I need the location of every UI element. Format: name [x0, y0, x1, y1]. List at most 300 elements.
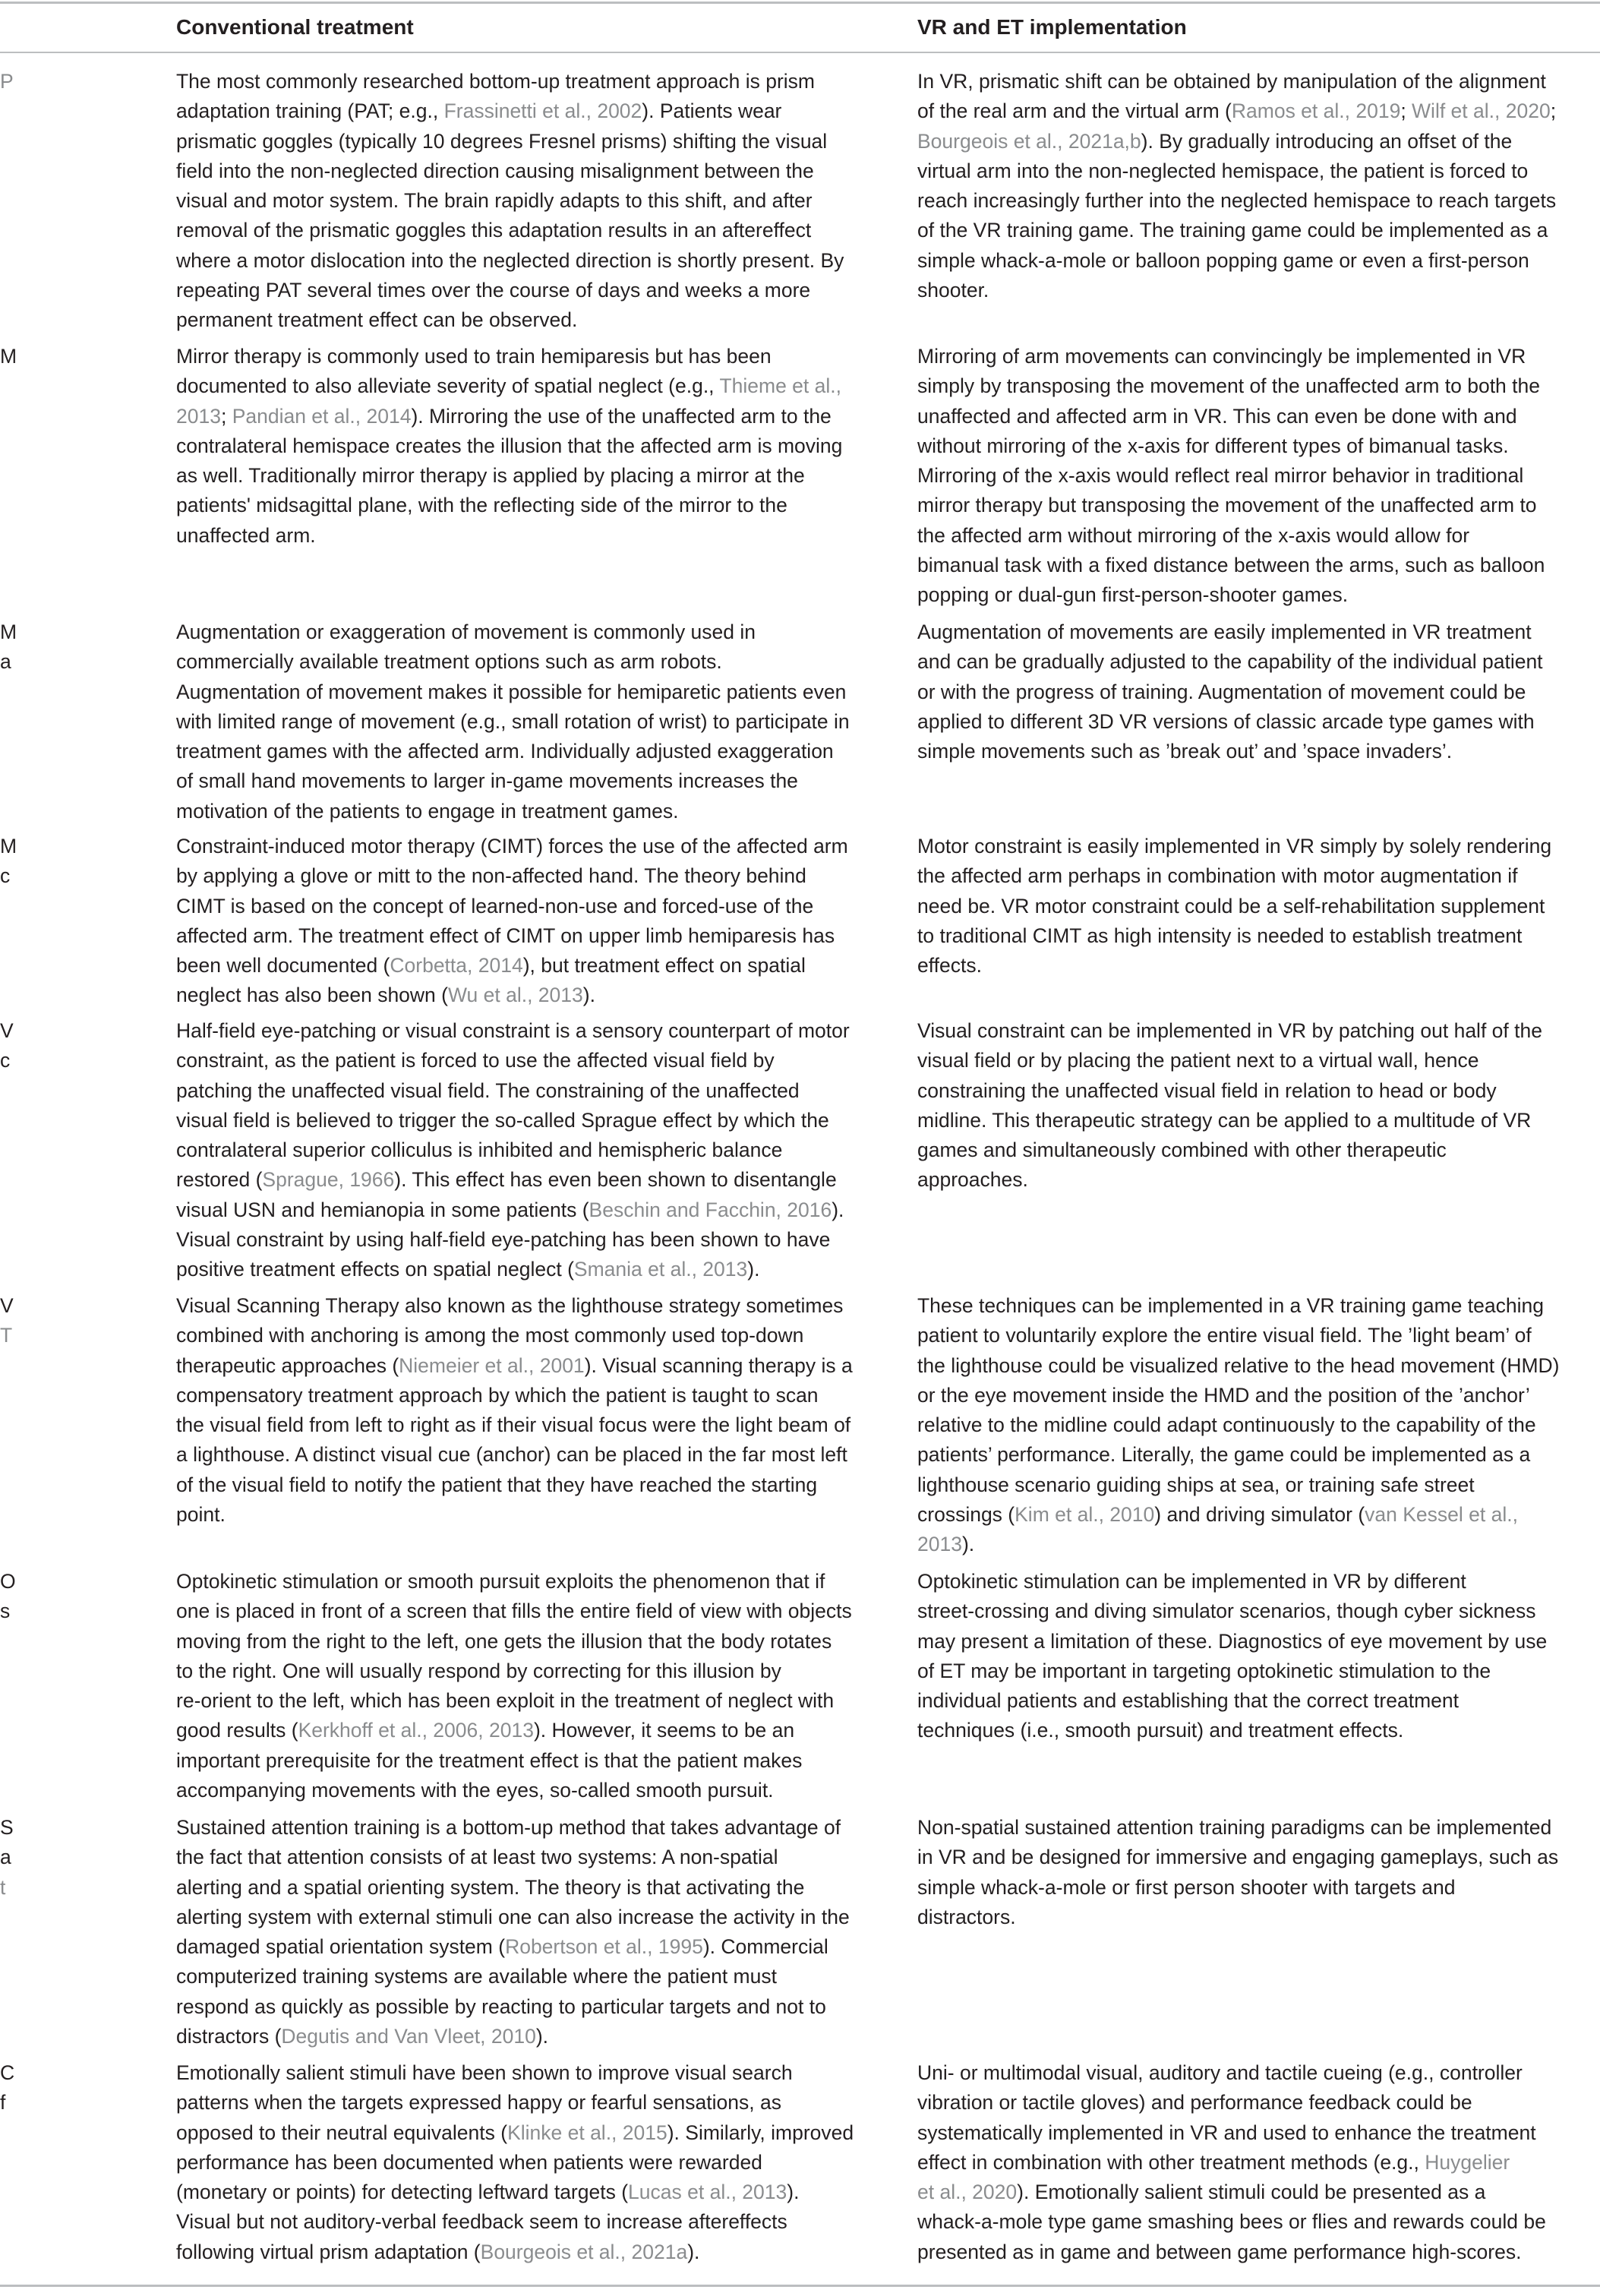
text-run: a: [0, 650, 11, 674]
text-line: [917, 371, 1597, 401]
citation-link[interactable]: van Kessel et al.,: [1365, 1503, 1518, 1527]
text-run: and can be gradually adjusted to the capability of the individual patient: [917, 650, 1543, 674]
text-line: [917, 2148, 1597, 2178]
text-run: Optokinetic stimulation can be implemented in VR by different: [917, 1570, 1466, 1593]
text-run: a: [0, 1846, 11, 1869]
text-run: bimanual task with a fixed distance between the arms, such as balloon: [917, 554, 1545, 577]
text-line: [176, 521, 901, 551]
text-run: of the real arm and the virtual arm (: [917, 99, 1232, 123]
text-line: [176, 371, 901, 401]
vr-et-implementation-cell: [917, 1016, 1597, 1195]
text-run: adaptation training (PAT; e.g.,: [176, 99, 444, 123]
text-line: [176, 305, 901, 335]
text-line: [0, 1813, 163, 1843]
text-run: crossings (: [917, 1503, 1015, 1527]
citation-link[interactable]: Pandian et al., 2014: [232, 404, 412, 428]
text-run: combined with anchoring is among the most commonly used top-down: [176, 1324, 804, 1347]
text-line: [917, 156, 1597, 186]
text-line: [0, 861, 163, 891]
text-run: or the eye movement inside the HMD and the position of the ’anchor’: [917, 1383, 1530, 1407]
text-run: accompanying movements with the eyes, so-called smooth pursuit.: [176, 1779, 774, 1802]
text-run: ). Mirroring the use of the unaffected arm to the: [411, 404, 832, 428]
text-line: [176, 276, 901, 305]
text-line: [176, 1500, 901, 1530]
text-run: whack-a-mole type game smashing bees or flies and rewards could be: [917, 2210, 1546, 2234]
text-run: moving from the right to the left, one gets the illusion that the body rotates: [176, 1629, 832, 1653]
text-run: following virtual prism adaptation (: [176, 2240, 481, 2263]
text-run: ).: [687, 2240, 700, 2263]
text-line: [176, 461, 901, 491]
text-run: ).: [535, 2025, 549, 2048]
text-run: constraining the unaffected visual field in relation to head or body: [917, 1079, 1497, 1102]
text-run: of the visual field to notify the patient that they have reached the starting: [176, 1473, 818, 1496]
text-run: the affected arm perhaps in combination with motor augmentation if: [917, 864, 1518, 888]
vr-et-implementation-cell: [917, 1567, 1597, 1746]
text-line: [917, 1873, 1597, 1903]
text-run: individual patients and establishing that the correct treatment: [917, 1689, 1459, 1713]
text-run: M: [0, 621, 17, 643]
text-line: [176, 1381, 901, 1410]
text-line: [176, 707, 901, 737]
citation-link[interactable]: Klinke et al., 2015: [507, 2121, 667, 2144]
text-run: Uni- or multimodal visual, auditory and tactile cueing (e.g., controller: [917, 2061, 1523, 2084]
text-line: [917, 861, 1597, 891]
text-line: [917, 677, 1597, 707]
text-line: [917, 1470, 1597, 1500]
text-line: [176, 1962, 901, 1991]
text-line: [176, 1255, 901, 1284]
text-run: M: [0, 345, 17, 368]
text-run: Optokinetic stimulation or smooth pursuit exploits the phenomenon that if: [176, 1570, 825, 1593]
text-run: These techniques can be implemented in a VR training game teaching: [917, 1294, 1544, 1317]
text-line: [0, 1843, 163, 1872]
text-line: [176, 2022, 901, 2051]
text-line: [176, 186, 901, 216]
text-run: the affected arm without mirroring of the x-axis would allow for: [917, 523, 1470, 547]
text-run: Non-spatial sustained attention training paradigms can be implemented: [917, 1816, 1552, 1839]
citation-link[interactable]: P: [0, 70, 14, 93]
citation-link[interactable]: Thieme et al.,: [719, 374, 841, 398]
text-line: [917, 186, 1597, 216]
text-line: [917, 1596, 1597, 1626]
text-run: applied to different 3D VR versions of classic arcade type games with: [917, 709, 1535, 733]
text-line: [917, 647, 1597, 677]
text-line: [917, 1440, 1597, 1470]
conventional-treatment-cell: [176, 1291, 901, 1530]
text-run: patients' midsagittal plane, with the reflecting side of the mirror to the: [176, 494, 787, 517]
text-line: [917, 2178, 1597, 2207]
text-run: where a motor dislocation into the neglected direction is shortly present. By: [176, 248, 844, 272]
text-run: mirror therapy but transposing the movement of the unaffected arm to: [917, 494, 1537, 517]
text-run: V: [0, 1294, 14, 1317]
text-line: [0, 1016, 163, 1046]
text-line: [917, 402, 1597, 431]
text-run: repeating PAT several times over the course of days and weeks a more: [176, 279, 811, 302]
text-line: [917, 1016, 1597, 1046]
text-line: [0, 647, 163, 677]
text-run: c: [0, 1049, 11, 1072]
text-run: simple whack-a-mole or first person shooter with targets and: [917, 1875, 1456, 1899]
text-line: [917, 832, 1597, 861]
text-run: C: [0, 2061, 15, 2084]
row-label: [0, 67, 163, 96]
citation-link[interactable]: Smania et al., 2013: [573, 1258, 748, 1281]
text-run: of ET may be important in targeting optokinetic stimulation to the: [917, 1659, 1491, 1682]
text-line: [176, 2118, 901, 2148]
text-run: f: [0, 2091, 6, 2114]
row-label: [0, 1567, 163, 1627]
text-line: [176, 1165, 901, 1195]
text-run: vibration or tactile gloves) and performance feedback could be: [917, 2091, 1472, 2114]
text-line: [917, 96, 1597, 126]
text-run: visual and motor system. The brain rapidly adapts to this shift, and after: [176, 189, 813, 213]
text-line: [0, 67, 163, 96]
text-line: [176, 491, 901, 520]
text-run: M: [0, 835, 17, 857]
text-run: Augmentation or exaggeration of movement is commonly used in: [176, 621, 756, 643]
conventional-treatment-cell: [176, 1016, 901, 1285]
text-line: [917, 580, 1597, 610]
text-run: without mirroring of the x-axis for different types of bimanual tasks.: [917, 434, 1509, 457]
text-line: [0, 1567, 163, 1596]
text-run: lighthouse scenario guiding ships at sea, or training safe street: [917, 1473, 1475, 1496]
text-line: [176, 1873, 901, 1903]
text-run: Visual but not auditory-verbal feedback seem to increase aftereffects: [176, 2210, 787, 2234]
text-line: [176, 951, 901, 981]
text-run: Constraint-induced motor therapy (CIMT) forces the use of the affected arm: [176, 835, 848, 857]
text-line: [917, 951, 1597, 981]
text-run: removal of the prismatic goggles this adaptation results in an aftereffect: [176, 219, 812, 242]
text-run: the visual field from left to right as if their visual focus were the light beam of: [176, 1413, 851, 1437]
citation-link[interactable]: Corbetta, 2014: [390, 954, 523, 977]
text-line: [176, 342, 901, 371]
text-run: good results (: [176, 1719, 298, 1742]
text-run: ). Similarly, improved: [667, 2121, 854, 2144]
text-run: need be. VR motor constraint could be a self-rehabilitation supplement: [917, 894, 1545, 917]
text-run: therapeutic approaches (: [176, 1353, 399, 1377]
text-run: Emotionally salient stimuli have been shown to improve visual search: [176, 2061, 793, 2084]
vr-et-implementation-cell: [917, 342, 1597, 611]
text-run: constraint, as the patient is forced to use the affected visual field by: [176, 1049, 775, 1072]
text-line: [917, 921, 1597, 951]
citation-link[interactable]: Frassinetti et al., 2002: [443, 99, 642, 123]
text-run: ). By gradually introducing an offset of the: [1141, 129, 1513, 153]
text-run: treatment games with the affected arm. Individually adjusted exaggeration: [176, 740, 834, 763]
text-run: V: [0, 1019, 14, 1042]
vr-et-implementation-cell: [917, 617, 1597, 766]
citation-link[interactable]: Wilf et al., 2020: [1412, 99, 1551, 123]
text-run: techniques (i.e., smooth pursuit) and treatment effects.: [917, 1719, 1404, 1742]
text-line: [917, 2207, 1597, 2237]
text-run: ). Visual scanning therapy is a: [584, 1353, 853, 1377]
citation-link[interactable]: 2013: [917, 1533, 962, 1556]
citation-link[interactable]: Degutis and Van Vleet, 2010: [281, 2025, 536, 2048]
citation-link[interactable]: Kerkhoff et al., 2006, 2013: [298, 1719, 534, 1742]
text-line: [0, 1873, 163, 1903]
text-line: [176, 1596, 901, 1626]
text-run: with limited range of movement (e.g., small rotation of wrist) to participate in: [176, 709, 850, 733]
citation-link[interactable]: 2013: [176, 404, 221, 428]
text-line: [176, 1195, 901, 1225]
citation-link[interactable]: Wu et al., 2013: [447, 984, 583, 1007]
text-line: [176, 67, 901, 96]
text-run: motivation of the patients to engage in treatment games.: [176, 799, 679, 823]
text-line: [917, 1716, 1597, 1745]
text-run: opposed to their neutral equivalents (: [176, 2121, 508, 2144]
text-line: [176, 216, 901, 245]
conventional-treatment-cell: [176, 2058, 901, 2267]
text-line: [176, 1932, 901, 1962]
citation-link[interactable]: T: [0, 1324, 13, 1347]
text-line: [176, 2207, 901, 2237]
text-run: damaged spatial orientation system (: [176, 1935, 506, 1959]
text-run: simply by transposing the movement of the unaffected arm to both the: [917, 374, 1540, 398]
text-run: prismatic goggles (typically 10 degrees Fresnel prisms) shifting the visual: [176, 129, 828, 153]
citation-link[interactable]: Sprague, 1966: [262, 1168, 395, 1192]
text-run: affected arm. The treatment effect of CIMT on upper limb hemiparesis has: [176, 924, 835, 947]
text-run: may present a limitation of these. Diagnostics of eye movement by use: [917, 1629, 1548, 1653]
text-run: ). Patients wear: [642, 99, 782, 123]
text-line: [0, 2088, 163, 2118]
conventional-treatment-cell: [176, 617, 901, 826]
text-run: unaffected arm.: [176, 523, 316, 547]
text-line: [176, 1992, 901, 2022]
text-run: ;: [220, 404, 232, 428]
text-line: [176, 96, 901, 126]
citation-link[interactable]: Kim et al., 2010: [1015, 1503, 1155, 1527]
text-line: [176, 127, 901, 156]
text-line: [917, 1165, 1597, 1195]
citation-link[interactable]: Ramos et al., 2019: [1231, 99, 1401, 123]
text-line: [0, 342, 163, 371]
text-run: field into the non-neglected direction causing misalignment between the: [176, 159, 814, 182]
text-line: [176, 1410, 901, 1440]
text-run: ).: [787, 2181, 800, 2204]
text-run: positive treatment effects on spatial neglect (: [176, 1258, 574, 1281]
text-run: Motor constraint is easily implemented in VR simply by solely rendering: [917, 835, 1552, 857]
text-run: unaffected and affected arm in VR. This can even be done with and: [917, 404, 1517, 428]
text-line: [176, 402, 901, 431]
text-line: [176, 1225, 901, 1255]
text-line: [917, 707, 1597, 737]
text-line: [0, 1596, 163, 1626]
text-run: the lighthouse could be visualized relative to the head movement (HMD): [917, 1353, 1560, 1377]
citation-link[interactable]: Lucas et al., 2013: [628, 2181, 787, 2204]
text-line: [917, 1076, 1597, 1106]
citation-link[interactable]: t: [0, 1875, 6, 1899]
text-line: [176, 921, 901, 951]
text-run: patching the unaffected visual field. The constraining of the unaffected: [176, 1079, 800, 1102]
text-line: [917, 1106, 1597, 1135]
text-line: [176, 1321, 901, 1350]
text-line: [176, 832, 901, 861]
text-line: [176, 892, 901, 921]
text-run: to the right. One will usually respond by correcting for this illusion by: [176, 1659, 781, 1682]
text-run: re-orient to the left, which has been exploit in the treatment of neglect with: [176, 1689, 835, 1713]
text-run: Half-field eye-patching or visual constraint is a sensory counterpart of motor: [176, 1019, 850, 1042]
text-run: effects.: [917, 954, 982, 977]
text-run: Visual Scanning Therapy also known as the lighthouse strategy sometimes: [176, 1294, 844, 1317]
text-line: [917, 1656, 1597, 1686]
text-line: [917, 491, 1597, 520]
text-run: of the VR training game. The training game could be implemented as a: [917, 219, 1548, 242]
text-run: patients’ performance. Literally, the game could be implemented as a: [917, 1443, 1531, 1467]
text-run: to traditional CIMT as high intensity is needed to establish treatment: [917, 924, 1523, 947]
text-run: O: [0, 1570, 16, 1593]
text-line: [176, 1351, 901, 1381]
text-run: Mirror therapy is commonly used to train hemiparesis but has been: [176, 345, 772, 368]
table-bottom-rule: [0, 2285, 1600, 2287]
text-line: [176, 2238, 901, 2267]
text-run: been well documented (: [176, 954, 390, 977]
text-line: [176, 1903, 901, 1932]
text-run: reach increasingly further into the neglected hemispace to reach targets: [917, 189, 1557, 213]
row-label: [0, 342, 163, 371]
text-run: s: [0, 1600, 11, 1623]
citation-link[interactable]: Bourgeois et al., 2021a,b: [917, 129, 1141, 153]
vr-et-implementation-cell: [917, 1291, 1597, 1560]
text-line: [0, 1291, 163, 1321]
text-line: [917, 617, 1597, 647]
text-line: [917, 431, 1597, 461]
text-run: the fact that attention consists of at least two systems: A non-spatial: [176, 1846, 778, 1869]
text-line: [176, 1567, 901, 1596]
text-line: [917, 276, 1597, 305]
text-line: [176, 1291, 901, 1321]
text-run: ). This effect has even been shown to disentangle: [394, 1168, 837, 1192]
text-line: [0, 1046, 163, 1075]
header-vr-et-implementation: VR and ET implementation: [917, 15, 1187, 39]
text-line: [176, 1686, 901, 1716]
text-line: [917, 246, 1597, 276]
text-line: [917, 1843, 1597, 1872]
text-line: [917, 1381, 1597, 1410]
text-run: contralateral superior colliculus is inhibited and hemispheric balance: [176, 1139, 783, 1162]
text-line: [917, 1567, 1597, 1596]
text-line: [917, 2238, 1597, 2267]
text-run: visual field is believed to trigger the so-called Sprague effect by which the: [176, 1108, 829, 1132]
row-label: [0, 832, 163, 892]
text-run: ).: [747, 1258, 760, 1281]
text-run: simple whack-a-mole or balloon popping game or even a first-person: [917, 248, 1529, 272]
text-run: midline. This therapeutic strategy can be applied to a multitude of VR: [917, 1108, 1532, 1132]
text-line: [917, 1530, 1597, 1559]
text-line: [917, 127, 1597, 156]
text-run: ).: [832, 1198, 844, 1221]
row-label: [0, 2058, 163, 2118]
text-run: ) and driving simulator (: [1154, 1503, 1365, 1527]
text-line: [176, 2148, 901, 2178]
text-run: important prerequisite for the treatment effect is that the patient makes: [176, 1748, 803, 1772]
text-run: a lighthouse. A distinct visual cue (anchor) can be placed in the far most left: [176, 1443, 847, 1467]
text-line: [917, 551, 1597, 580]
table-top-rule: [0, 2, 1600, 4]
text-run: neglect has also been shown (: [176, 984, 448, 1007]
citation-link[interactable]: Robertson et al., 1995: [505, 1935, 703, 1959]
vr-et-implementation-cell: [917, 2058, 1597, 2267]
text-line: [917, 2118, 1597, 2148]
text-run: computerized training systems are available where the patient must: [176, 1965, 777, 1988]
text-line: [917, 892, 1597, 921]
text-line: [176, 246, 901, 276]
text-run: as well. Traditionally mirror therapy is applied by placing a mirror at the: [176, 464, 805, 488]
text-line: [0, 2058, 163, 2088]
text-line: [176, 1656, 901, 1686]
citation-link[interactable]: et al., 2020: [917, 2181, 1018, 2204]
row-label: [0, 1813, 163, 1903]
citation-link[interactable]: Bourgeois et al., 2021a: [480, 2240, 688, 2263]
text-line: [917, 1291, 1597, 1321]
conventional-treatment-cell: [176, 342, 901, 551]
text-line: [917, 1351, 1597, 1381]
row-label: [0, 617, 163, 677]
text-line: [917, 737, 1597, 766]
text-run: visual USN and hemianopia in some patients (: [176, 1198, 589, 1221]
text-run: commercially available treatment options such as arm robots.: [176, 650, 722, 674]
text-run: contralateral hemispace creates the illusion that the affected arm is moving: [176, 434, 843, 457]
text-line: [176, 1470, 901, 1500]
text-line: [917, 461, 1597, 491]
text-line: [176, 1776, 901, 1805]
text-line: [917, 1500, 1597, 1530]
text-line: [176, 1627, 901, 1656]
text-run: ). Commercial: [702, 1935, 828, 1959]
text-run: relative to the midline could adapt continuously to the capability of the: [917, 1413, 1536, 1437]
text-run: shooter.: [917, 279, 989, 302]
text-run: distractors.: [917, 1905, 1016, 1928]
text-line: [176, 1716, 901, 1745]
text-line: [176, 1135, 901, 1165]
text-line: [176, 2058, 901, 2088]
citation-link[interactable]: Beschin and Facchin, 2016: [589, 1198, 832, 1221]
text-line: [176, 156, 901, 186]
text-run: point.: [176, 1503, 226, 1527]
text-run: approaches.: [917, 1168, 1028, 1192]
text-run: Mirroring of the x-axis would reflect real mirror behavior in traditional: [917, 464, 1524, 488]
text-line: [917, 2088, 1597, 2118]
text-line: [176, 1813, 901, 1843]
text-line: [176, 677, 901, 707]
text-line: [176, 1106, 901, 1135]
text-line: [176, 981, 901, 1010]
text-run: virtual arm into the non-neglected hemispace, the patient is forced to: [917, 159, 1529, 182]
text-run: compensatory treatment approach by which the patient is taught to scan: [176, 1383, 819, 1407]
text-run: simple movements such as ’break out’ and ’space invaders’.: [917, 740, 1453, 763]
conventional-treatment-cell: [176, 832, 901, 1011]
text-run: by applying a glove or mitt to the non-affected hand. The theory behind: [176, 864, 806, 888]
conventional-treatment-cell: [176, 1813, 901, 2051]
text-run: patient to voluntarily explore the entire visual field. The ’light beam’ of: [917, 1324, 1532, 1347]
text-line: [176, 797, 901, 826]
text-line: [917, 1813, 1597, 1843]
vr-et-implementation-cell: [917, 1813, 1597, 1932]
text-line: [176, 1046, 901, 1075]
text-run: c: [0, 864, 11, 888]
text-run: in VR and be designed for immersive and engaging gameplays, such as: [917, 1846, 1559, 1869]
text-line: [176, 1076, 901, 1106]
citation-link[interactable]: Huygelier: [1425, 2150, 1510, 2174]
text-run: or with the progress of training. Augmentation of movement could be: [917, 680, 1526, 703]
text-line: [176, 617, 901, 647]
citation-link[interactable]: Niemeier et al., 2001: [399, 1353, 585, 1377]
text-line: [917, 1686, 1597, 1716]
vr-et-implementation-cell: [917, 67, 1597, 305]
text-run: CIMT is based on the concept of learned-non-use and forced-use of the: [176, 894, 814, 917]
text-line: [0, 832, 163, 861]
vr-et-implementation-cell: [917, 832, 1597, 981]
text-line: [917, 216, 1597, 245]
text-run: S: [0, 1816, 14, 1839]
